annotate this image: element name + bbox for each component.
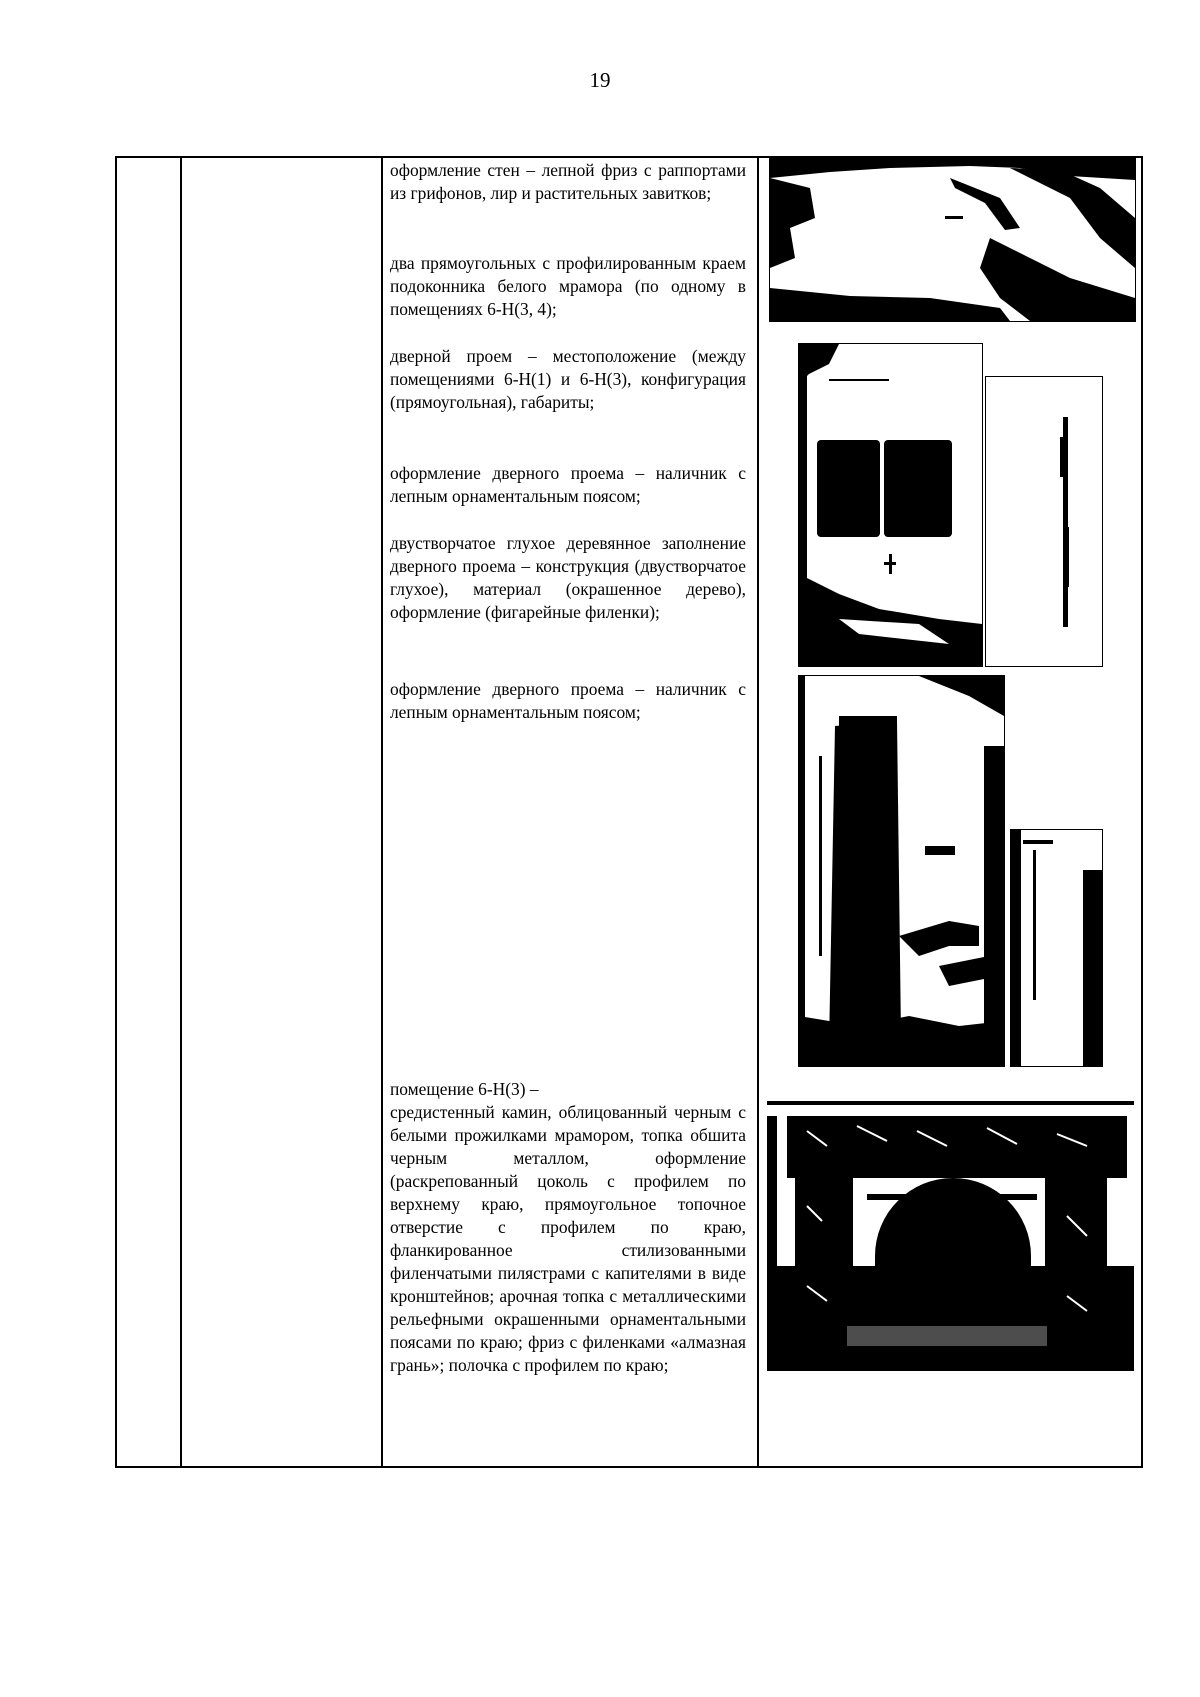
trim-detail-photo <box>985 376 1103 667</box>
column-divider <box>180 156 182 1468</box>
door-detail-photo <box>1010 829 1103 1067</box>
fireplace-photo <box>767 1086 1134 1371</box>
page-number: 19 <box>589 68 611 92</box>
frieze-photo <box>769 157 1136 322</box>
window-sill-text: два прямоугольных с профилированным краем подоконника белого мрамора (по одному в помещениях 6-Н(3, 4); <box>390 253 746 319</box>
fireplace-text: помещение 6-Н(3) – средистенный камин, облицованный черным с белыми прожилками мрамором, топка обшита черным металлом, оформление (раскрепованный цоколь с профилем по верхнему краю, прямоугольное топочное отверстие с профилем по краю, фланкированное стилизованными филенчатыми пилястрами с капителями в виде кронштейнов; арочная топка с металлическими рельефными окрашенными орнаментальными поясами по краю; фриз с филенками «алмазная грань»; полочка с профилем по краю; <box>390 1079 746 1375</box>
door-trim-text-2: оформление дверного проема – наличник с лепным орнаментальным поясом; <box>390 679 746 722</box>
column-divider <box>381 156 383 1468</box>
column-divider <box>757 156 759 1468</box>
doorway-photo <box>798 343 983 667</box>
door-opening-photo <box>798 675 1005 1067</box>
door-trim-text: оформление дверного проема – наличник с лепным орнаментальным поясом; <box>390 463 746 506</box>
doorway-text: дверной проем – местоположение (между помещениями 6-Н(1) и 6-Н(3), конфигурация (прямоугольная), габариты; <box>390 346 746 412</box>
door-leaf-text: двустворчатое глухое деревянное заполнение дверного проема – конструкция (двустворчатое глухое), материал (окрашенное дерево), оформление (фигарейные филенки); <box>390 533 746 622</box>
wall-frieze-text: оформление стен – лепной фриз с раппортами из грифонов, лир и растительных завитков; <box>390 160 746 203</box>
